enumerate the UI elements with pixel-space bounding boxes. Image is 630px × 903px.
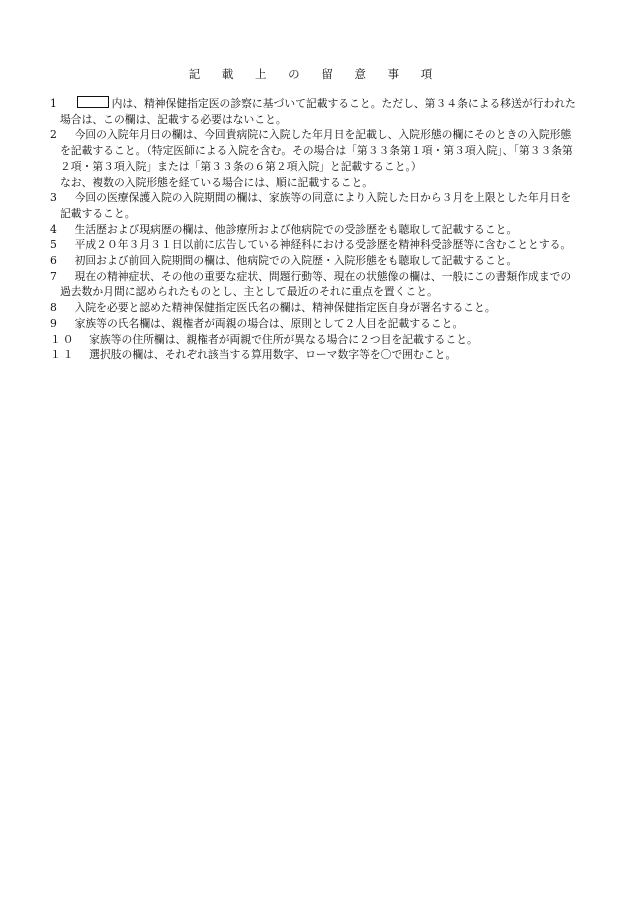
note-text: 選択肢の欄は、それぞれ該当する算用数字、ローマ数字等を〇で囲むこと。 <box>89 348 457 362</box>
note-item-11 <box>50 347 580 363</box>
note-text: 内は、精神保健指定医の診察に基づいて記載すること。ただし、第３４条による移送が行われた場合は、この欄は、記載する必要はないこと。 <box>60 97 576 126</box>
note-number: 7 <box>50 269 57 283</box>
note-item-2 <box>50 127 580 190</box>
note-item-6 <box>50 253 580 269</box>
note-number: 3 <box>50 191 57 205</box>
note-number: 1 <box>50 97 57 110</box>
note-text: 家族等の住所欄は、親権者が両親で住所が異なる場合に２つ目を記載すること。 <box>89 332 478 346</box>
note-number: １０ <box>50 332 76 346</box>
note-number: 9 <box>50 316 57 330</box>
note-item-4 <box>50 222 580 238</box>
note-text: 家族等の氏名欄は、親権者が両親の場合は、原則として２人目を記載すること。 <box>74 316 464 330</box>
document-title: 記 載 上 の 留 意 事 項 <box>188 67 442 81</box>
note-item-3 <box>50 190 580 221</box>
note-text: 現在の精神症状、その他の重要な症状、問題行動等、現在の状態像の欄は、一般にこの書類作成までの過去数か月間に認められたものとし、主として最近のそれに重点を置くこと。 <box>60 269 572 299</box>
box-marker-icon <box>77 96 109 108</box>
note-number: 4 <box>50 222 57 236</box>
note-number: １１ <box>50 348 76 362</box>
note-text: 今回の入院年月日の欄は、今回貴病院に入院した年月日を記載し、入院形態の欄にそのときの入院形態を記載すること。（特定医師による入院を含む。その場合は「第３３条第１項・第３項入院」、「第３３条第２項・第３項入院」または「第３３条の６第２項入院」と記載すること。） <box>60 128 573 173</box>
note-item-8 <box>50 300 580 316</box>
note-number: 8 <box>50 301 57 315</box>
note-text: 今回の医療保護入院の入院期間の欄は、家族等の同意により入院した日から３月を上限とした年月日を記載すること。 <box>60 191 572 220</box>
note-number: 2 <box>50 128 57 142</box>
note-item-7 <box>50 269 580 300</box>
note-text: 生活歴および現病歴の欄は、他診療所および他病院での受診歴をも聴取して記載すること。 <box>74 222 518 236</box>
note-number: 5 <box>50 238 57 252</box>
note-item-1 <box>50 96 580 127</box>
note-number: 6 <box>50 254 57 268</box>
note-text: 初回および前回入院期間の欄は、他病院での入院歴・入院形態をも聴取して記載すること。 <box>74 254 518 268</box>
note-text: 入院を必要と認めた精神保健指定医氏名の欄は、精神保健指定医自身が署名すること。 <box>74 301 496 315</box>
note-text: 平成２０年３月３１日以前に広告している神経科における受診歴を精神科受診歴等に含むこととする。 <box>74 238 572 252</box>
note-item-9 <box>50 316 580 332</box>
note-item-5 <box>50 237 580 253</box>
note-item-10 <box>50 332 580 348</box>
notes-list <box>50 96 580 363</box>
note-text-continued: なお、複数の入院形態を経ている場合には、順に記載すること。 <box>60 175 374 189</box>
